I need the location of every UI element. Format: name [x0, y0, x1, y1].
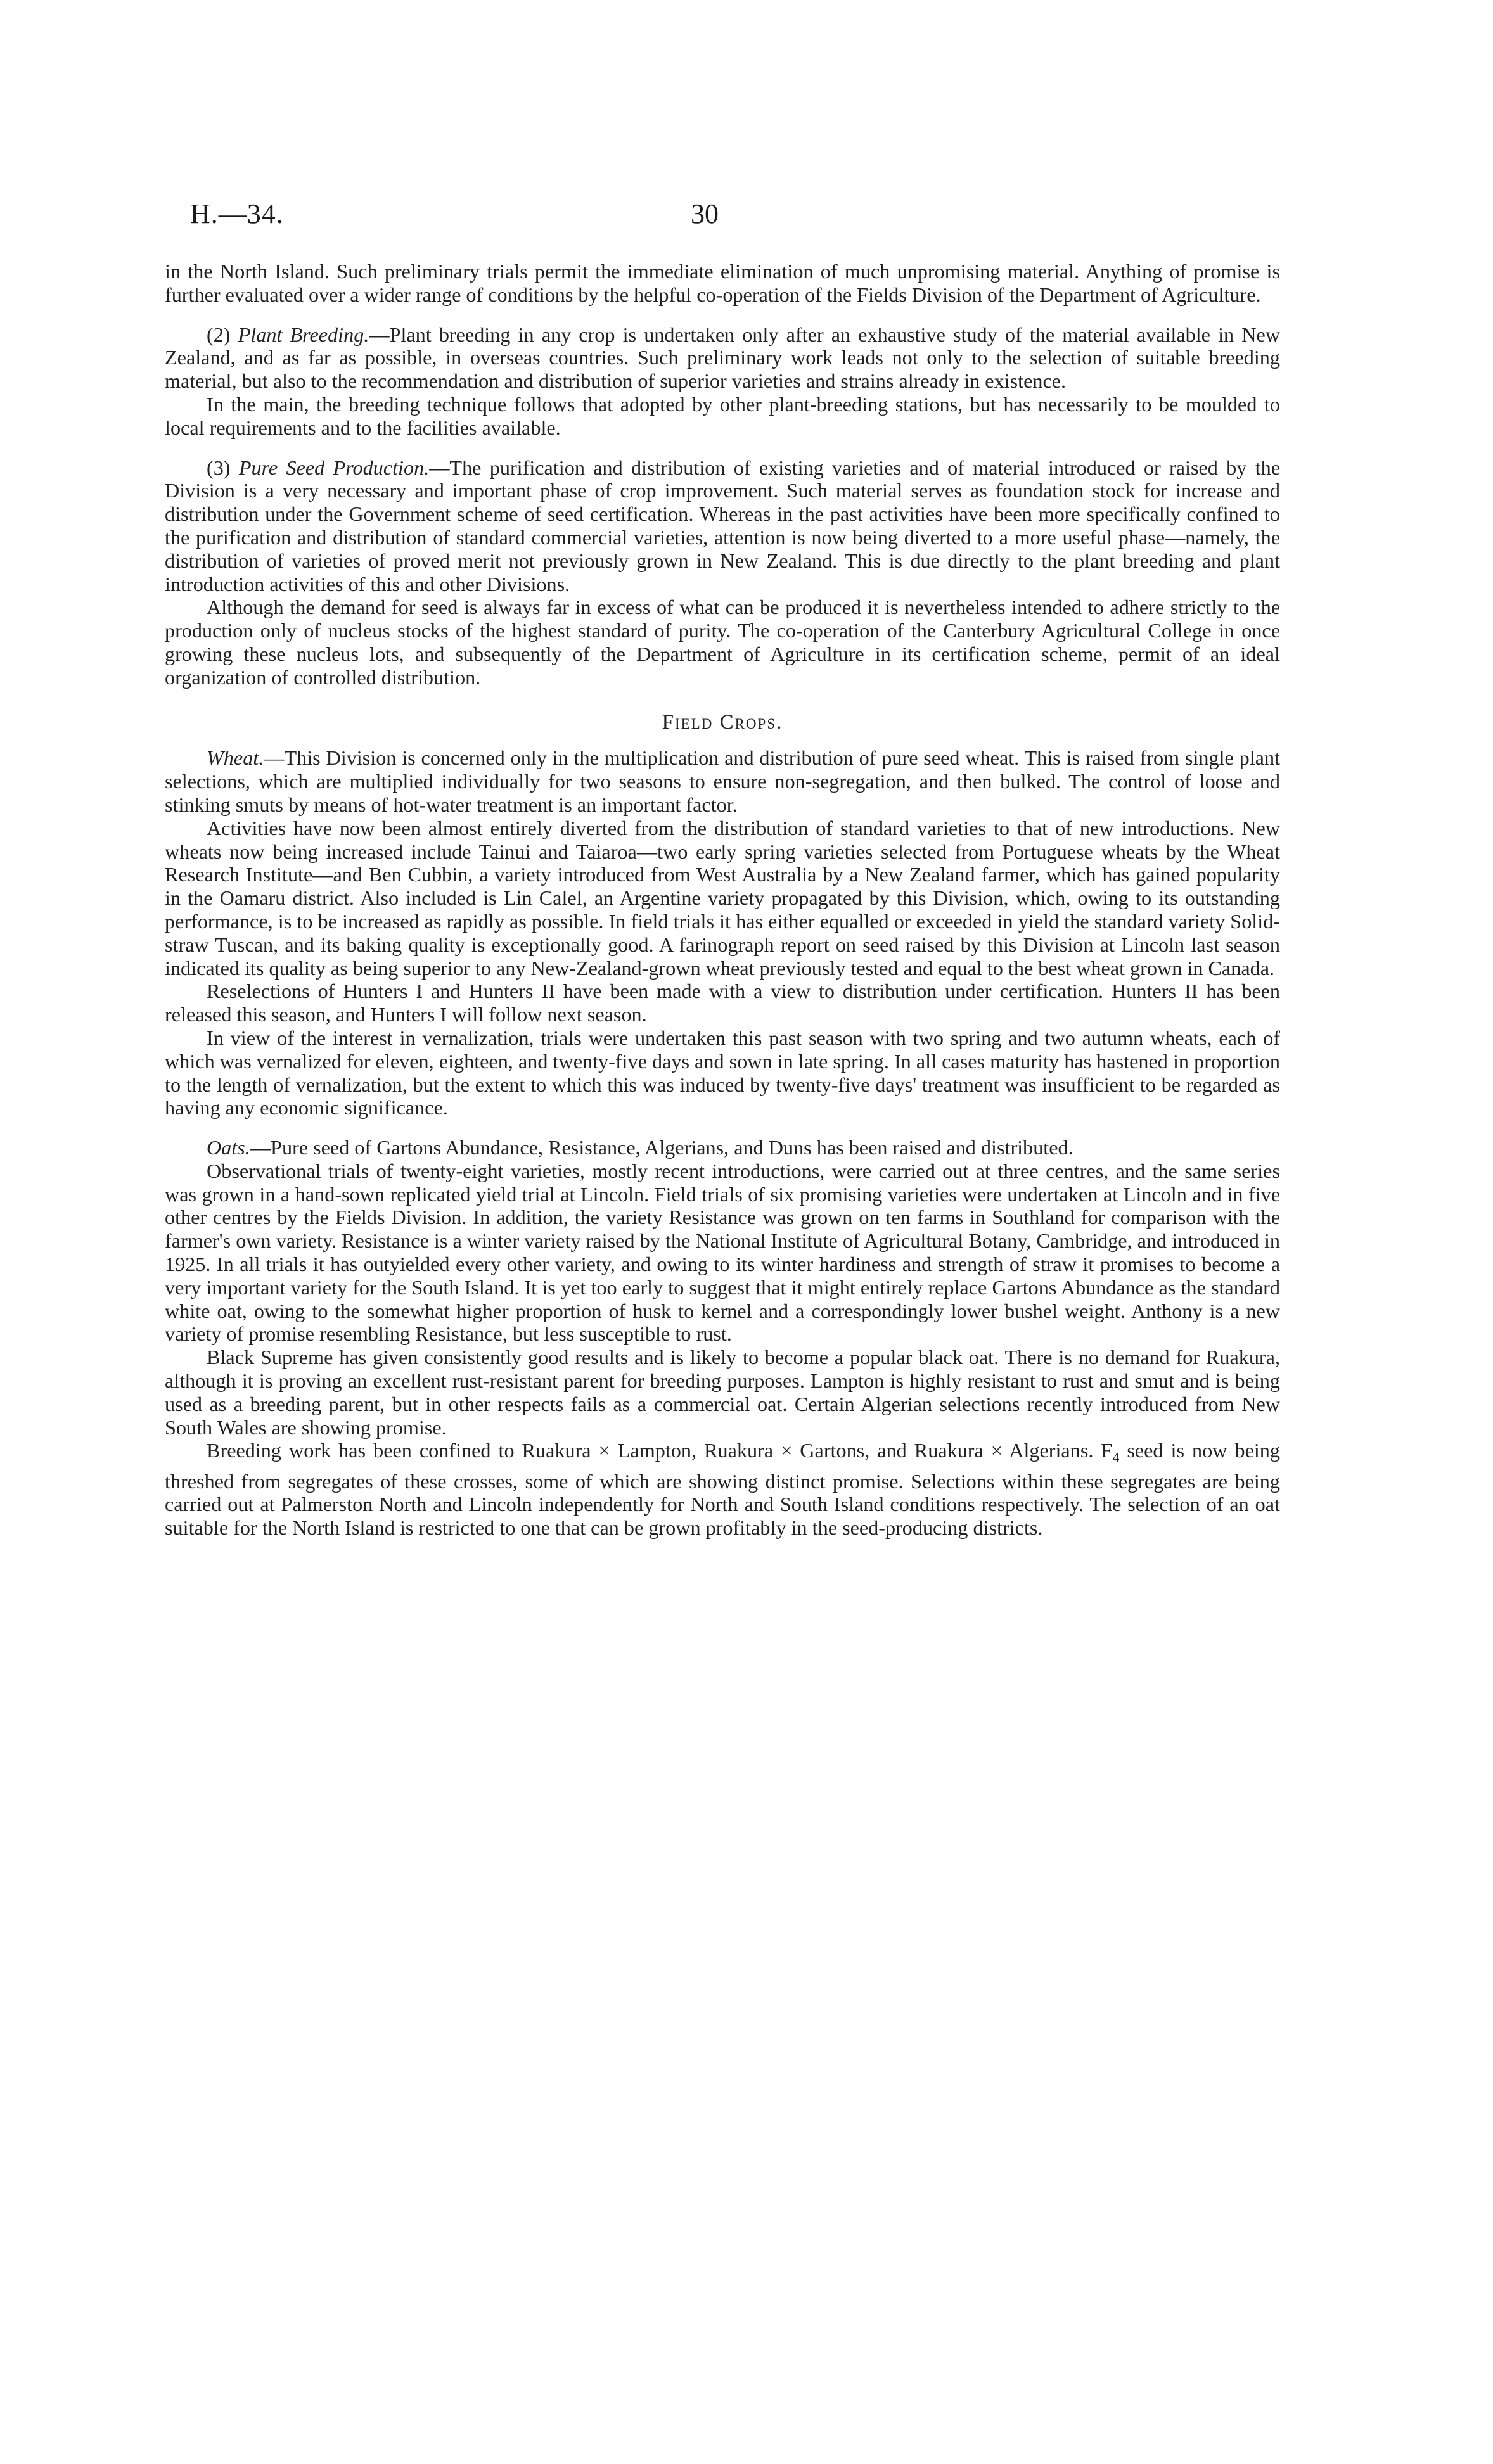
paragraph: Activities have now been almost entirely diverted from the distribution of standard varieties to that of new introductions. New wheats now being increased include Tainui and Taiaroa—two early spring varieties selected from Portuguese wheats by the Wheat Research Institute—and Ben Cubbin, a variety introduced from West Australia by a New Zealand farmer, which has gained popularity in the Oamaru district. Also included is Lin Calel, an Argentine variety propagated by this Division, which, owing to its outstanding performance, is to be increased as rapidly as possible. In field trials it has either equalled or exceeded in yield the standard variety Solid-straw Tuscan, and its baking quality is exceptionally good. A farinograph report on seed raised by this Division at Lincoln last season indicated its quality as being superior to any New-Zealand-grown wheat previously tested and equal to the best wheat grown in Canada. [165, 816, 1280, 980]
paragraph: Black Supreme has given consistently good results and is likely to become a popular black oat. There is no demand for Ruakura, although it is proving an excellent rust-resistant parent for breeding purposes. Lampton is highly resistant to rust and smut and is being used as a breeding parent, but in other respects fails as a commercial oat. Certain Algerian selections recently introduced from New South Wales are showing promise. [165, 1346, 1280, 1439]
body-text [165, 260, 1280, 1540]
section-heading: Field Crops. [662, 710, 783, 734]
paragraph-title: Wheat. [207, 746, 264, 770]
page-number: 30 [691, 198, 719, 229]
paragraph-plant-breeding: (2) Plant Breeding.—Plant breeding in any crop is undertaken only after an exhaustive study of the material available in New Zealand, and as far as possible, in overseas countries. Such preliminary work leads not only to the selection of suitable breeding material, but also to the recommendation and distribution of superior varieties and strains already in existence. [165, 322, 1281, 393]
paragraph: In the main, the breeding technique follows that adopted by other plant-breeding stations, but has necessarily to be moulded to local requirements and to the facilities available. [165, 392, 1280, 439]
document-reference: H.—34. [190, 198, 284, 229]
paragraph-pure-seed-production: (3) Pure Seed Production.—The purification and distribution of existing varieties and of material introduced or raised by the Division is a very necessary and important phase of crop improvement. Such material serves as foundation stock for increase and distribution under the Government scheme of seed certification. Whereas in the past activities have been more specifically confined to the purification and distribution of standard commercial varieties, attention is now being diverted to a more useful phase—namely, the distribution of varieties of proved merit not previously grown in New Zealand. This is due directly to the plant breeding and plant introduction activities of this and other Divisions. [165, 456, 1280, 596]
page-header [190, 198, 1280, 236]
paragraph-title: Plant Breeding. [238, 322, 369, 346]
paragraph-wheat: Wheat.—This Division is concerned only in the multiplication and distribution of pure seed wheat. This is raised from single plant selections, which are multiplied individually for two seasons to ensure non-segregation, and then bulked. The control of loose and stinking smuts by means of hot-water treatment is an important factor. [165, 746, 1280, 816]
paragraph-oats: Oats.—Pure seed of Gartons Abundance, Resistance, Algerians, and Duns has been raised and distributed. [207, 1136, 1073, 1159]
paragraph: Although the demand for seed is always far in excess of what can be produced it is nevertheless intended to adhere strictly to the production only of nucleus stocks of the highest standard of purity. The co-operation of the Canterbury Agricultural College in once growing these nucleus lots, and subsequently of the Department of Agriculture in its certification scheme, permit of an ideal organization of controlled distribution. [165, 596, 1280, 689]
paragraph: In view of the interest in vernalization, trials were undertaken this past season with two spring and two autumn wheats, each of which was vernalized for eleven, eighteen, and twenty-five days and sown in late spring. In all cases maturity has hastened in proportion to the length of vernalization, but the extent to which this was induced by twenty-five days' treatment was insufficient to be regarded as having any economic significance. [165, 1026, 1280, 1120]
paragraph-title: Oats. [207, 1136, 250, 1159]
subscript: 4 [1112, 1449, 1120, 1465]
paragraph: Reselections of Hunters I and Hunters II have been made with a view to distribution under certification. Hunters II has been released this season, and Hunters I will follow next season. [165, 980, 1280, 1026]
paragraph-title: Pure Seed Production. [238, 456, 430, 479]
paragraph: in the North Island. Such preliminary trials permit the immediate elimination of much unpromising material. Anything of promise is further evaluated over a wider range of conditions by the helpful co-operation of the Fields Division of the Department of Agriculture. [165, 260, 1280, 306]
paragraph: Breeding work has been confined to Ruakura × Lampton, Ruakura × Gartons, and Ruakura × Algerians. $F_4$ seed is now being threshed from segregates of these crosses, some of which are showing distinct promise. Selections within these segregates are being carried out at Palmerston North and Lincoln independently for North and South Island conditions respectively. The selection of an oat suitable for the North Island is restricted to one that can be grown profitably in the seed-producing districts. [165, 1439, 1280, 1540]
paragraph: Observational trials of twenty-eight varieties, mostly recent introductions, were carried out at three centres, and the same series was grown in a hand-sown replicated yield trial at Lincoln. Field trials of six promising varieties were undertaken at Lincoln and in five other centres by the Fields Division. In addition, the variety Resistance was grown on ten farms in Southland for comparison with the farmer's own variety. Resistance is a winter variety raised by the National Institute of Agricultural Botany, Cambridge, and introduced in 1925. In all trials it has outyielded every other variety, and owing to its winter hardiness and strength of straw it promises to become a very important variety for the South Island. It is yet too early to suggest that it might entirely replace Gartons Abundance as the standard white oat, owing to the somewhat higher proportion of husk to kernel and a correspondingly lower bushel weight. Anthony is a new variety of promise resembling Resistance, but less susceptible to rust. [165, 1159, 1280, 1346]
